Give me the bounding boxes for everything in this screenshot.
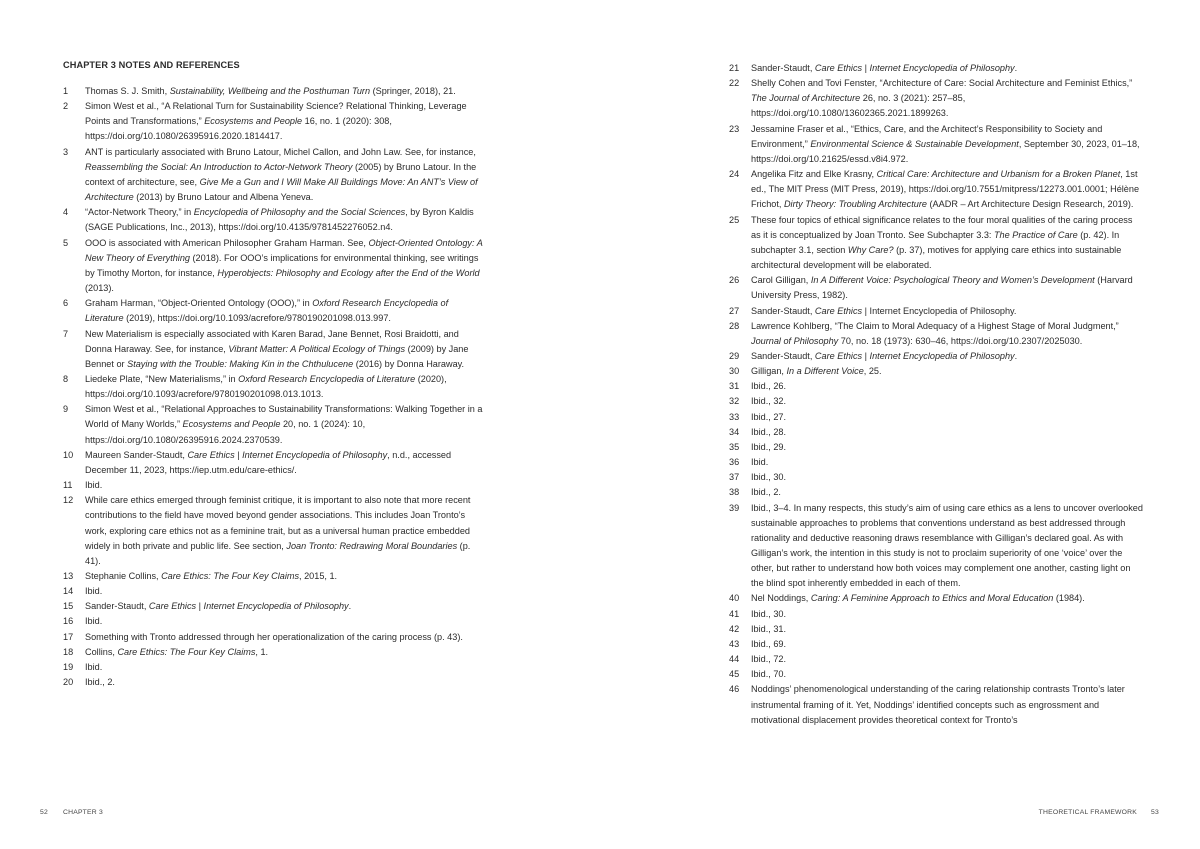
note-number: 34 (729, 426, 740, 437)
note-italic-title: Encyclopedia of Philosophy and the Social Sciences (193, 207, 406, 218)
note-item (729, 591, 1144, 606)
note-text (751, 410, 1144, 425)
right-page (600, 0, 1200, 849)
note-text-segment: , 1. (255, 646, 269, 657)
note-text (751, 76, 1144, 121)
note-item (729, 607, 1144, 622)
note-italic-title: Care Ethics (814, 305, 863, 316)
note-italic-title: Vibrant Matter: A Political Ecology of Things (228, 343, 406, 354)
note-italic-title: Dirty Theory: Troubling Architecture (783, 199, 927, 210)
note-italic-title: Internet Encyclopedia of Philosophy (203, 601, 349, 612)
note-text-segment: Ibid., 31. (751, 623, 787, 634)
note-text (751, 167, 1144, 212)
note-item (729, 213, 1144, 274)
note-text-segment: | (862, 350, 870, 361)
note-number: 2 (63, 101, 69, 112)
note-text-segment: , 25. (863, 366, 882, 377)
note-text-segment: , 1st ed., The MIT Press (MIT Press, 2019), https://doi.org/10.7551/mitpress/12273.001.0001; Hélène Frichot, (751, 169, 1140, 210)
note-text-segment: Noddings’ phenomenological understanding of the caring relationship contrasts Tronto’s later instrumental framing of it. Yet, Noddings’ identified concepts such as engrossment and motivational displacement provides theoretical context for Tronto’s (751, 684, 1125, 725)
note-text-segment: Nel Noddings, (751, 593, 811, 604)
note-text-segment: “Actor-Network Theory,” in (85, 207, 194, 218)
note-text-segment: (Harvard University Press, 1982). (751, 275, 1133, 301)
note-number: 27 (729, 305, 740, 316)
note-item (63, 493, 483, 569)
note-number: 13 (63, 571, 74, 581)
note-text-segment: (p. 37), motives for applying care ethics into sustainable architectural development will be elaborated. (751, 244, 1122, 271)
note-text (85, 630, 483, 645)
note-text (751, 637, 1144, 652)
note-italic-title: Care Ethics (814, 350, 863, 361)
chapter-heading: CHAPTER 3 NOTES AND REFERENCES (63, 60, 240, 70)
note-italic-title: The Practice of Care (993, 229, 1078, 240)
note-italic-title: Care Ethics: The Four Key Claims (161, 571, 300, 581)
note-text (751, 622, 1144, 637)
note-text-segment: Ibid., 2. (85, 677, 115, 688)
note-text (85, 493, 483, 569)
note-italic-title: Why Care? (847, 244, 894, 255)
note-text-segment: Sander-Staudt, (751, 305, 815, 316)
note-number: 42 (729, 623, 740, 634)
note-text-segment: Ibid. (85, 616, 103, 627)
note-italic-title: Journal of Philosophy (751, 335, 839, 346)
note-text-segment: Ibid., 3–4. In many respects, this study’s aim of using care ethics as a lens to uncover overlooked sustainable approaches to problems that conventions understand as best addressed through rationality and deductive reasoning draws resemblance with Gilligan’s declared goal. As with Gilligan’s work, the intention in this study is not to proclaim superiority of one ‘voice’ over the other, but rather to understand how both voices may complement one another, casting light on the blind spot inherently embedded in each of them. (751, 502, 1143, 589)
note-number: 7 (63, 328, 69, 339)
note-item (729, 364, 1144, 379)
note-number: 26 (729, 275, 740, 286)
note-number: 1 (63, 86, 69, 96)
note-item (63, 236, 483, 297)
note-text-segment: Ibid., 32. (751, 396, 787, 407)
note-italic-title: Object-Oriented Ontology: A New Theory of Everything (85, 237, 483, 263)
note-text-segment: Shelly Cohen and Tovi Fenster, “Architecture of Care: Social Architecture and Feminist Ethics,” (751, 78, 1133, 89)
note-italic-title: Hyperobjects: Philosophy and Ecology after the End of the World (217, 267, 480, 278)
note-item (729, 682, 1144, 727)
note-item (63, 584, 483, 599)
note-text-segment: | (862, 63, 870, 73)
note-item (63, 145, 483, 206)
note-text-segment: New Materialism is especially associated with Karen Barad, Jane Bennet, Rosi Braidotti, and Donna Haraway. See, for instance, (85, 328, 459, 354)
note-italic-title: Give Me a Gun and I Will Make All Buildings Move: An ANT’s View of Architecture (85, 176, 478, 203)
note-number: 19 (63, 661, 74, 672)
note-number: 46 (729, 684, 740, 695)
note-number: 30 (729, 366, 740, 377)
note-text (85, 584, 483, 599)
note-text-segment: . (1014, 350, 1018, 361)
note-text (85, 660, 483, 675)
note-number: 29 (729, 350, 740, 361)
note-number: 23 (729, 123, 740, 134)
note-number: 31 (729, 381, 740, 392)
note-item (729, 470, 1144, 485)
note-text-segment: (2013). (85, 283, 114, 294)
note-number: 17 (63, 631, 74, 642)
note-text (751, 394, 1144, 409)
note-item (729, 622, 1144, 637)
note-item (63, 99, 483, 144)
note-number: 22 (729, 78, 740, 89)
note-item (63, 84, 483, 99)
note-italic-title: Internet Encyclopedia of Philosophy (869, 350, 1015, 361)
note-italic-title: In A Different Voice: Psychological Theory and Women’s Development (810, 275, 1095, 286)
note-text (85, 205, 483, 235)
note-number: 33 (729, 411, 740, 422)
note-text-segment: (2019), https://doi.org/10.1093/acrefore/9780190201098.013.997. (123, 313, 391, 324)
note-text (751, 379, 1144, 394)
note-number: 9 (63, 404, 69, 415)
note-text (85, 99, 483, 144)
note-text-segment: 70, no. 18 (1973): 630–46, https://doi.org/10.2307/2025030. (838, 335, 1083, 346)
note-number: 37 (729, 472, 740, 483)
note-item (729, 637, 1144, 652)
note-number: 45 (729, 669, 740, 680)
note-italic-title: Ecosystems and People (182, 419, 281, 430)
note-text-segment: Ibid., 27. (751, 411, 787, 422)
note-number: 25 (729, 214, 740, 225)
note-italic-title: Oxford Research Encyclopedia of Literature (238, 373, 416, 384)
note-text-segment: , 2015, 1. (299, 571, 338, 581)
note-item (729, 425, 1144, 440)
note-text-segment: Gilligan, (751, 366, 787, 377)
note-text (85, 372, 483, 402)
note-text (751, 652, 1144, 667)
note-text-segment: Maureen Sander-Staudt, (85, 449, 188, 460)
note-text-segment: (2018). For OOO’s implications for environmental thinking, see writings by Timothy Morton, for instance, (85, 252, 479, 278)
note-text-segment: Ibid., 2. (751, 487, 781, 498)
note-item (729, 319, 1144, 349)
note-text (85, 296, 483, 326)
note-text-segment: Ibid., 30. (751, 608, 787, 619)
note-number: 3 (63, 146, 69, 157)
note-italic-title: Oxford Research Encyclopedia of Literature (85, 298, 449, 324)
note-text-segment: Ibid. (751, 457, 769, 468)
note-text (751, 682, 1144, 727)
note-text-segment: , by Byron Kaldis (SAGE Publications, Inc., 2013), https://doi.org/10.4135/9781452276052.n4. (85, 207, 474, 233)
note-text-segment: Ibid., 28. (751, 426, 787, 437)
note-text-segment: Sander-Staudt, (751, 350, 815, 361)
note-item (729, 485, 1144, 500)
note-item (729, 349, 1144, 364)
note-text (751, 304, 1144, 319)
notes-list-right (729, 61, 1144, 728)
note-text-segment: | Internet Encyclopedia of Philosophy. (862, 305, 1017, 316)
note-text (751, 425, 1144, 440)
note-item (63, 599, 483, 614)
note-text-segment: (1984). (1053, 593, 1085, 604)
footer-section-label: THEORETICAL FRAMEWORK (1038, 809, 1137, 816)
note-number: 39 (729, 502, 740, 513)
note-text-segment: Lawrence Kohlberg, “The Claim to Moral Adequacy of a Highest Stage of Moral Judgment,” (751, 320, 1119, 331)
note-italic-title: Ecosystems and People (204, 116, 303, 127)
note-text (85, 614, 483, 629)
note-number: 15 (63, 601, 74, 612)
note-text (751, 607, 1144, 622)
note-number: 10 (63, 449, 74, 460)
note-number: 44 (729, 654, 740, 665)
note-number: 18 (63, 646, 74, 657)
note-item (729, 667, 1144, 682)
note-text-segment: OOO is associated with American Philosopher Graham Harman. See, (85, 237, 369, 248)
note-item (63, 630, 483, 645)
note-text-segment: Sander-Staudt, (85, 601, 149, 612)
note-text (85, 236, 483, 297)
note-italic-title: Care Ethics (148, 601, 197, 612)
note-text (85, 675, 483, 690)
note-item (63, 296, 483, 326)
note-text-segment: These four topics of ethical significance relates to the four moral qualities of the caring process as it is conceptualized by Joan Tronto. See Subchapter 3.3: (751, 214, 1133, 240)
note-item (729, 394, 1144, 409)
note-text-segment: (2016) by Donna Haraway. (353, 358, 465, 369)
note-number: 32 (729, 396, 740, 407)
note-number: 20 (63, 677, 74, 688)
note-item (63, 660, 483, 675)
note-text-segment: Ibid., 72. (751, 654, 787, 665)
note-text (751, 501, 1144, 592)
note-text (85, 402, 483, 447)
note-text-segment: Carol Gilligan, (751, 275, 811, 286)
note-text-segment: Ibid., 69. (751, 638, 787, 649)
note-italic-title: The Journal of Architecture (751, 93, 861, 104)
note-item (63, 675, 483, 690)
note-text-segment: , n.d., accessed December 11, 2023, https://iep.utm.edu/care-ethics/. (85, 449, 452, 475)
note-text-segment: Angelika Fitz and Elke Krasny, (751, 169, 877, 180)
note-text-segment: While care ethics emerged through feminist critique, it is important to also note that more recent contributions to the field have moved beyond gender associations. This includes Joan Tronto’s work, exploring care ethics not as a feminine trait, but as a universal human practice embedded widely in both private and public life. See section, (85, 495, 471, 551)
note-item (63, 448, 483, 478)
notes-list-left (63, 84, 483, 690)
note-number: 12 (63, 495, 74, 506)
note-text-segment: Ibid. (85, 661, 103, 672)
note-text-segment: (p. 41). (85, 540, 471, 566)
note-text-segment: (AADR – Art Architecture Design Research, 2019). (926, 199, 1134, 210)
note-italic-title: Care Ethics (814, 63, 863, 73)
note-text (85, 448, 483, 478)
note-text-segment: 16, no. 1 (2020): 308, https://doi.org/10.1080/26395916.2020.1814417. (85, 116, 392, 142)
footer-page-number-left: 52 (40, 809, 48, 816)
note-item (729, 122, 1144, 167)
note-item (729, 440, 1144, 455)
note-italic-title: Joan Tronto: Redrawing Moral Boundaries (286, 540, 458, 551)
note-item (729, 273, 1144, 303)
note-text-segment: Ibid. (85, 480, 103, 491)
note-text-segment: . (1014, 63, 1018, 73)
note-item (729, 379, 1144, 394)
note-text-segment: Stephanie Collins, (85, 571, 162, 581)
note-text (85, 327, 483, 372)
note-text-segment: Simon West et al., “A Relational Turn for Sustainability Science? Relational Thinking, Leverage Points and Transformations,” (85, 101, 467, 127)
note-text-segment: (Springer, 2018), 21. (370, 86, 456, 96)
note-item (729, 304, 1144, 319)
note-item (63, 569, 483, 584)
note-text (85, 145, 483, 206)
note-text (85, 569, 483, 584)
note-item (63, 372, 483, 402)
note-number: 14 (63, 586, 74, 597)
note-text-segment: Ibid., 29. (751, 441, 787, 452)
note-text-segment: (2020), https://doi.org/10.1093/acrefore/9780190201098.013.1013. (85, 373, 447, 400)
note-italic-title: Care Ethics: The Four Key Claims (117, 646, 256, 657)
note-text-segment: (2009) by Jane Bennet or (85, 343, 469, 369)
note-text (751, 470, 1144, 485)
note-text (751, 61, 1144, 76)
note-number: 8 (63, 373, 69, 384)
note-item (63, 645, 483, 660)
note-number: 43 (729, 638, 740, 649)
note-text (751, 319, 1144, 349)
note-text (85, 599, 483, 614)
note-text (85, 478, 483, 493)
note-text (751, 485, 1144, 500)
note-item (63, 478, 483, 493)
note-text (751, 364, 1144, 379)
note-text-segment: Graham Harman, “Object-Oriented Ontology (OOO),” in (85, 298, 313, 309)
note-text-segment: (2005) by Bruno Latour. In the context of architecture, see, (85, 161, 477, 187)
note-text-segment: Something with Tronto addressed through her operationalization of the caring process (p. 43). (85, 631, 463, 642)
note-item (729, 76, 1144, 121)
note-italic-title: Care Ethics | Internet Encyclopedia of Philosophy (187, 449, 388, 460)
note-item (63, 205, 483, 235)
note-number: 36 (729, 457, 740, 468)
note-item (729, 61, 1144, 76)
note-text-segment: | (196, 601, 204, 612)
note-italic-title: Environmental Science & Sustainable Development (810, 138, 1019, 149)
note-text (751, 349, 1144, 364)
note-number: 41 (729, 608, 740, 619)
note-number: 16 (63, 616, 74, 627)
note-item (729, 410, 1144, 425)
note-text-segment: Simon West et al., “Relational Approaches to Sustainability Transformations: Walking Together in a World of Many Worlds,” (85, 404, 483, 430)
note-text-segment: , September 30, 2023, 01–18, https://doi.org/10.21625/essd.v8i4.972. (751, 138, 1140, 164)
note-text-segment: Jessamine Fraser et al., “Ethics, Care, and the Architect’s Responsibility to Society and Environment,” (751, 123, 1103, 149)
note-number: 28 (729, 320, 740, 331)
note-item (729, 652, 1144, 667)
note-text (751, 455, 1144, 470)
note-italic-title: In a Different Voice (786, 366, 864, 377)
note-text-segment: Ibid., 26. (751, 381, 787, 392)
note-item (729, 455, 1144, 470)
note-item (729, 501, 1144, 592)
note-text-segment: Ibid., 30. (751, 472, 787, 483)
note-text (751, 122, 1144, 167)
note-number: 21 (729, 63, 740, 73)
note-number: 5 (63, 237, 69, 248)
note-text (85, 84, 483, 99)
note-text-segment: ANT is particularly associated with Bruno Latour, Michel Callon, and John Law. See, for instance, (85, 146, 476, 157)
note-number: 11 (63, 480, 73, 491)
note-italic-title: Sustainability, Wellbeing and the Posthuman Turn (169, 86, 371, 96)
footer-chapter-label: CHAPTER 3 (63, 809, 103, 816)
note-text-segment: 20, no. 1 (2024): 10, https://doi.org/10.1080/26395916.2024.2370539. (85, 419, 366, 445)
footer-page-number-right: 53 (1151, 809, 1159, 816)
note-item (63, 327, 483, 372)
note-italic-title: Internet Encyclopedia of Philosophy (869, 63, 1015, 73)
note-number: 35 (729, 441, 740, 452)
note-text-segment: Sander-Staudt, (751, 63, 815, 73)
note-number: 24 (729, 169, 740, 180)
note-italic-title: Critical Care: Architecture and Urbanism for a Broken Planet (876, 169, 1121, 180)
note-number: 38 (729, 487, 740, 498)
note-item (729, 167, 1144, 212)
note-text (751, 591, 1144, 606)
note-text-segment: (p. 42). In subchapter 3.1, section (751, 229, 1120, 255)
note-text (85, 645, 483, 660)
note-text-segment: Collins, (85, 646, 118, 657)
note-number: 40 (729, 593, 740, 604)
note-item (63, 402, 483, 447)
note-text-segment: Ibid., 70. (751, 669, 787, 680)
note-text-segment: Liedeke Plate, “New Materialisms,” in (85, 373, 239, 384)
note-text (751, 440, 1144, 455)
note-text (751, 667, 1144, 682)
note-text-segment: Thomas S. J. Smith, (85, 86, 170, 96)
note-italic-title: Staying with the Trouble: Making Kin in the Chthulucene (127, 358, 354, 369)
note-text-segment: Ibid. (85, 586, 103, 597)
note-text-segment: (2013) by Bruno Latour and Albena Yeneva. (133, 192, 314, 203)
note-text (751, 273, 1144, 303)
note-italic-title: Reassembling the Social: An Introduction to Actor-Network Theory (85, 161, 353, 172)
note-number: 6 (63, 298, 69, 309)
note-text-segment: 26, no. 3 (2021): 257–85, https://doi.org/10.1080/13602365.2021.1899263. (751, 93, 966, 119)
note-italic-title: Caring: A Feminine Approach to Ethics and Moral Education (810, 593, 1054, 604)
note-text (751, 213, 1144, 274)
note-number: 4 (63, 207, 69, 218)
note-item (63, 614, 483, 629)
note-text-segment: . (348, 601, 352, 612)
